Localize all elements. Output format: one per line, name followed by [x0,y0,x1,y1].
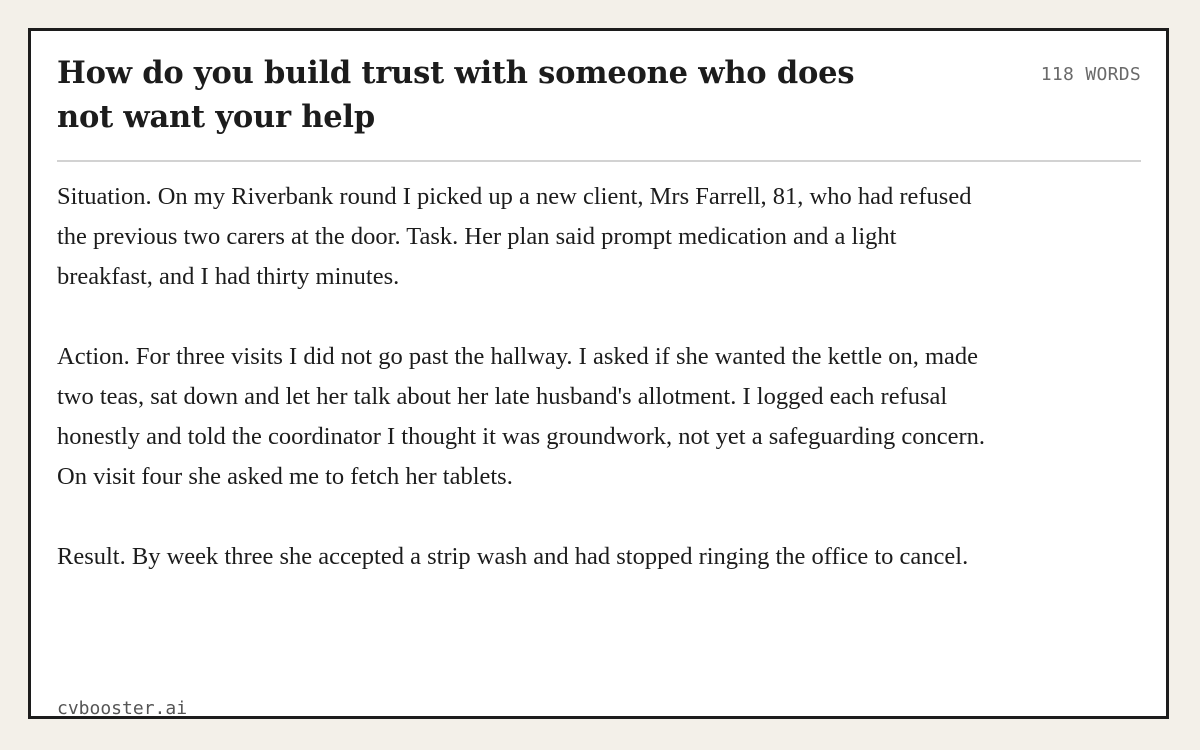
answer-paragraph-situation-task: Situation. On my Riverbank round I picked up a new client, Mrs Farrell, 81, who had refused the previous two carers at the door. Task. Her plan said prompt medication and a light breakfast, and I had thirty minutes. [57,183,972,290]
answer-paragraph-result: Result. By week three she accepted a strip wash and had stopped ringing the office to cancel. [57,543,969,570]
answer-body [57,177,992,577]
answer-card [28,28,1169,719]
brand-watermark: cvbooster.ai [57,698,188,719]
title-divider [57,160,1141,162]
word-count-label: 118 WORDS [1040,64,1141,85]
question-title: How do you build trust with someone who does not want your help [57,55,855,135]
answer-paragraph-action: Action. For three visits I did not go past the hallway. I asked if she wanted the kettle on, made two teas, sat down and let her talk about her late husband's allotment. I logged each refusal honestly and told the coordinator I thought it was groundwork, not yet a safeguarding concern. On visit four she asked me to fetch her tablets. [57,343,986,490]
